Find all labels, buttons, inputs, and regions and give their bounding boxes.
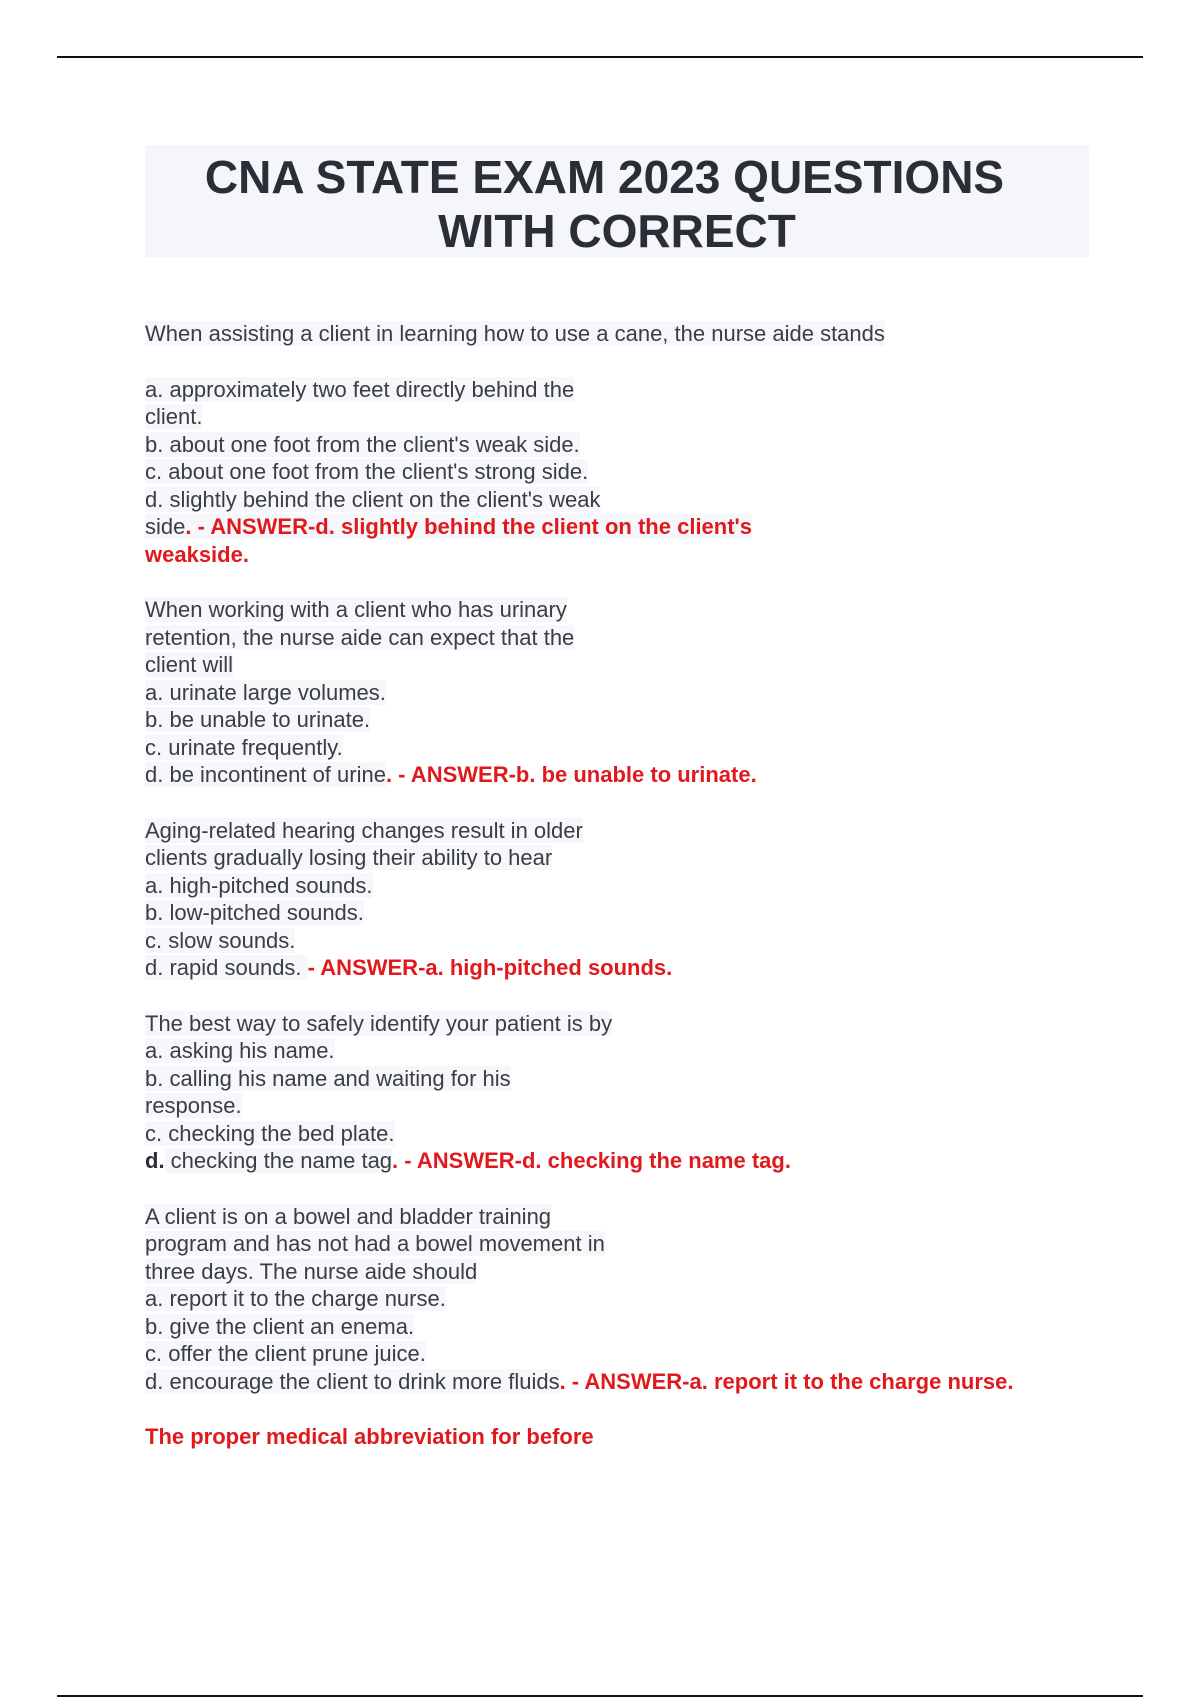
answer-text-cont: weakside.: [145, 541, 249, 567]
trailing-question: The proper medical abbreviation for before: [145, 1424, 594, 1449]
answer-text: . - ANSWER-d. slightly behind the client on the client's: [185, 514, 753, 539]
bottom-rule: [57, 1695, 1143, 1697]
question-list: [145, 320, 1145, 1451]
option-a-cont: client.: [145, 404, 203, 429]
answer-text: - ANSWER-a. high-pitched sounds.: [307, 955, 673, 980]
title-line-2: WITH CORRECT: [438, 205, 796, 257]
option-c: c. about one foot from the client's strong side.: [145, 459, 589, 484]
option-c: c. offer the client prune juice.: [145, 1341, 426, 1366]
option-b: b. calling his name and waiting for his: [145, 1065, 511, 1091]
question-stem: program and has not had a bowel movement in: [145, 1231, 605, 1256]
question-2: [145, 596, 1145, 789]
document-title: [145, 145, 1089, 258]
option-d-answer: side. - ANSWER-d. slightly behind the client on the client's: [145, 514, 753, 539]
option-a: a. report it to the charge nurse.: [145, 1286, 446, 1311]
option-b: b. about one foot from the client's weak side.: [145, 431, 580, 457]
answer-text: . - ANSWER-b. be unable to urinate.: [385, 762, 757, 787]
question-4: [145, 1010, 1145, 1175]
question-stem: retention, the nurse aide can expect that the: [145, 624, 575, 650]
question-stem: When working with a client who has urinary: [145, 597, 567, 622]
option-b-cont: response.: [145, 1093, 242, 1118]
option-c: c. slow sounds.: [145, 927, 296, 953]
option-d: d. slightly behind the client on the client's weak: [145, 486, 601, 512]
answer-text: . - ANSWER-a. report it to the charge nurse.: [559, 1368, 1014, 1394]
question-stem: client will: [145, 652, 234, 677]
question-stem: When assisting a client in learning how to use a cane, the nurse aide stands: [145, 321, 885, 346]
question-3: [145, 817, 1145, 982]
option-d-answer: d. checking the name tag. - ANSWER-d. checking the name tag.: [145, 1148, 791, 1173]
option-a: a. asking his name.: [145, 1038, 335, 1063]
option-c: c. urinate frequently.: [145, 734, 343, 760]
title-line-1: CNA STATE EXAM 2023 QUESTIONS: [204, 151, 1005, 203]
option-d-letter: d.: [145, 1148, 165, 1173]
top-rule: [57, 56, 1143, 58]
question-stem: A client is on a bowel and bladder training: [145, 1203, 552, 1229]
option-c: c. checking the bed plate.: [145, 1120, 395, 1146]
option-a: a. urinate large volumes.: [145, 679, 386, 705]
option-d-answer: d. rapid sounds. - ANSWER-a. high-pitched sounds.: [145, 955, 673, 980]
option-a: a. approximately two feet directly behind the: [145, 376, 575, 402]
question-stem: The best way to safely identify your patient is by: [145, 1010, 613, 1036]
option-d-answer: d. be incontinent of urine. - ANSWER-b. be unable to urinate.: [145, 762, 757, 787]
title-banner: [145, 145, 1089, 257]
question-5: [145, 1203, 1145, 1396]
option-b: b. be unable to urinate.: [145, 707, 371, 732]
question-stem: three days. The nurse aide should: [145, 1258, 478, 1284]
answer-text: . - ANSWER-d. checking the name tag.: [392, 1148, 791, 1173]
question-1: [145, 320, 1145, 568]
option-b: b. give the client an enema.: [145, 1313, 415, 1339]
question-stem: Aging-related hearing changes result in older: [145, 817, 583, 843]
option-a: a. high-pitched sounds.: [145, 872, 373, 898]
question-stem: clients gradually losing their ability to hear: [145, 845, 553, 870]
option-b: b. low-pitched sounds.: [145, 900, 364, 925]
option-d-answer: d. encourage the client to drink more fluids. - ANSWER-a. report it to the charge nurse.: [145, 1368, 1014, 1394]
